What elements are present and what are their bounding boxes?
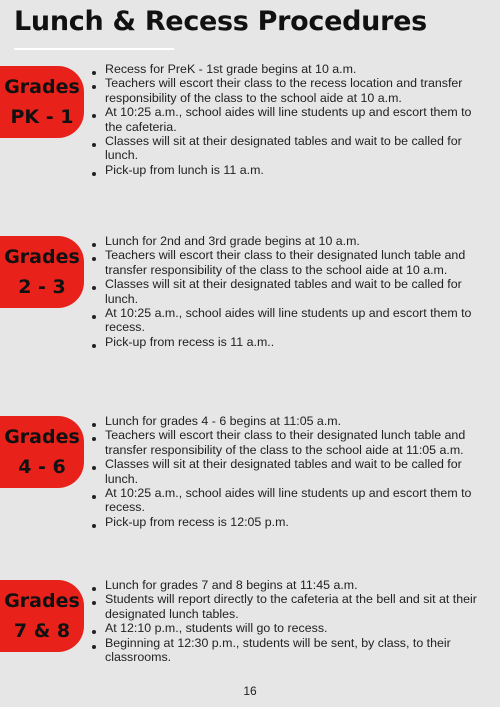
list-item: Pick-up from recess is 11 a.m.. (92, 335, 486, 349)
list-item: Classes will sit at their designated tables and wait to be called for lunch. (92, 134, 486, 163)
grade-badge-line1: Grades (4, 590, 80, 612)
list-item: Recess for PreK - 1st grade begins at 10 a.m. (92, 62, 486, 76)
grade-badge-line1: Grades (4, 246, 80, 268)
page-number: 16 (243, 684, 257, 698)
list-item: Students will report directly to the cafeteria at the bell and sit at their designated lunch tables. (92, 592, 486, 621)
grade-badge-line2: 7 & 8 (13, 620, 71, 642)
list-item: Teachers will escort their class to their designated lunch table and transfer responsibility of the class to the school aide at 11:05 a.m. (92, 428, 486, 457)
grade-badge (0, 580, 84, 652)
grade-badge-line2: PK - 1 (10, 106, 74, 128)
list-item: Classes will sit at their designated tables and wait to be called for lunch. (92, 457, 486, 486)
list-item: At 12:10 p.m., students will go to recess. (92, 621, 486, 635)
procedure-list (92, 414, 486, 529)
page-title: Lunch & Recess Procedures (14, 6, 427, 37)
grade-badge (0, 236, 84, 308)
grade-badge (0, 416, 84, 488)
list-item: Pick-up from recess is 12:05 p.m. (92, 515, 486, 529)
list-item: At 10:25 a.m., school aides will line students up and escort them to the cafeteria. (92, 105, 486, 134)
procedure-list (92, 62, 486, 177)
grade-badge-line2: 2 - 3 (18, 276, 66, 298)
procedure-list (92, 234, 486, 349)
procedure-list (92, 578, 486, 664)
list-item: Classes will sit at their designated tables and wait to be called for lunch. (92, 277, 486, 306)
list-item: Lunch for grades 4 - 6 begins at 11:05 a.m. (92, 414, 486, 428)
grade-badge-line2: 4 - 6 (18, 456, 66, 478)
list-item: Lunch for grades 7 and 8 begins at 11:45 a.m. (92, 578, 486, 592)
list-item: Pick-up from lunch is 11 a.m. (92, 163, 486, 177)
list-item: At 10:25 a.m., school aides will line students up and escort them to recess. (92, 486, 486, 515)
grade-badge-line1: Grades (4, 76, 80, 98)
grade-badge (0, 66, 84, 138)
list-item: Beginning at 12:30 p.m., students will be sent, by class, to their classrooms. (92, 636, 486, 665)
list-item: Teachers will escort their class to the recess location and transfer responsibility of the class to the school aide at 10 a.m. (92, 76, 486, 105)
list-item: Teachers will escort their class to their designated lunch table and transfer responsibility of the class to the school aide at 10 a.m. (92, 248, 486, 277)
list-item: Lunch for 2nd and 3rd grade begins at 10 a.m. (92, 234, 486, 248)
title-underline (14, 48, 174, 50)
grade-badge-line1: Grades (4, 426, 80, 448)
list-item: At 10:25 a.m., school aides will line students up and escort them to recess. (92, 306, 486, 335)
